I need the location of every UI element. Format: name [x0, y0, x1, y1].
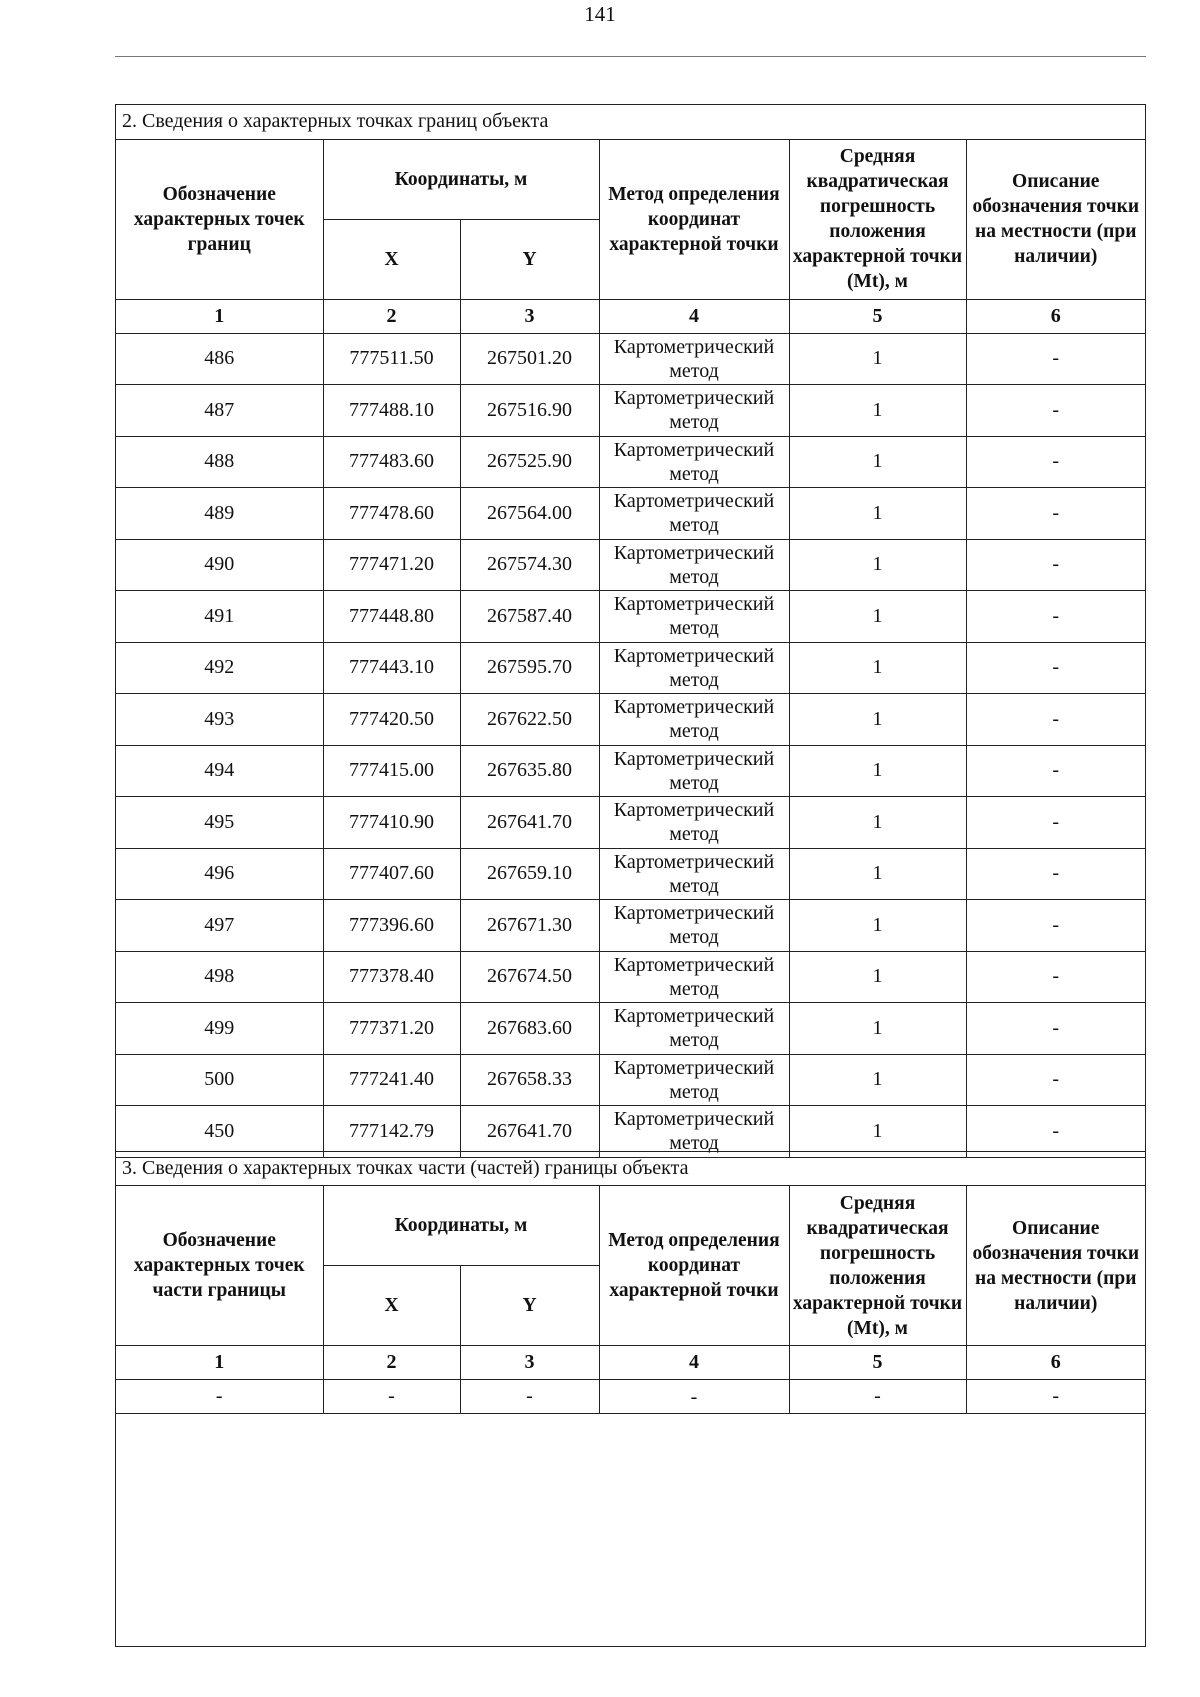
section2-header-error: Средняя квадратическая погрешность положения характерной точки (Mt), м [789, 139, 966, 299]
cell-x: 777410.90 [323, 797, 460, 849]
cell-method: Картометрический метод [599, 385, 789, 437]
cell-desc: - [966, 745, 1145, 797]
cell-error: 1 [789, 1003, 966, 1055]
cell-error: 1 [789, 385, 966, 437]
cell-method: Картометрический метод [599, 436, 789, 488]
table-row [116, 1054, 1145, 1106]
cell-x: 777471.20 [323, 539, 460, 591]
cell-desc: - [966, 797, 1145, 849]
cell-x: 777483.60 [323, 436, 460, 488]
section3-colnum-3: 3 [460, 1346, 599, 1380]
section2-header-x: X [323, 219, 460, 299]
section2-header-point: Обозначение характерных точек границ [116, 139, 323, 299]
cell-desc: - [966, 1003, 1145, 1055]
section2-colnum-4: 4 [599, 299, 789, 333]
cell-error: 1 [789, 745, 966, 797]
table-row [116, 797, 1145, 849]
cell-point: - [116, 1380, 323, 1414]
cell-x: - [323, 1380, 460, 1414]
cell-method: Картометрический метод [599, 333, 789, 385]
section3-header-description: Описание обозначения точки на местности (при наличии) [966, 1186, 1145, 1346]
cell-y: 267574.30 [460, 539, 599, 591]
cell-error: 1 [789, 488, 966, 540]
cell-method: Картометрический метод [599, 797, 789, 849]
cell-error: 1 [789, 694, 966, 746]
cell-x: 777407.60 [323, 848, 460, 900]
cell-point: 489 [116, 488, 323, 540]
cell-x: 777488.10 [323, 385, 460, 437]
cell-point: 499 [116, 1003, 323, 1055]
cell-error: 1 [789, 1054, 966, 1106]
section3-colnum-1: 1 [116, 1346, 323, 1380]
table-row [116, 436, 1145, 488]
cell-x: 777142.79 [323, 1106, 460, 1158]
cell-method: Картометрический метод [599, 900, 789, 952]
cell-x: 777415.00 [323, 745, 460, 797]
cell-method: Картометрический метод [599, 642, 789, 694]
cell-error: 1 [789, 333, 966, 385]
cell-point: 450 [116, 1106, 323, 1158]
cell-point: 500 [116, 1054, 323, 1106]
cell-point: 494 [116, 745, 323, 797]
section3-header-y: Y [460, 1266, 599, 1346]
cell-method: - [599, 1380, 789, 1414]
table-row [116, 642, 1145, 694]
cell-error: 1 [789, 436, 966, 488]
cell-y: 267525.90 [460, 436, 599, 488]
section2-header-method: Метод определения координат характерной точки [599, 139, 789, 299]
section2-colnum-3: 3 [460, 299, 599, 333]
cell-error: 1 [789, 951, 966, 1003]
cell-desc: - [966, 900, 1145, 952]
section3-header-point: Обозначение характерных точек части границы [116, 1186, 323, 1346]
cell-desc: - [966, 436, 1145, 488]
cell-y: 267595.70 [460, 642, 599, 694]
header-divider [115, 56, 1146, 57]
cell-error: 1 [789, 591, 966, 643]
section3-table [116, 1151, 1145, 1414]
cell-desc: - [966, 333, 1145, 385]
cell-method: Картометрический метод [599, 591, 789, 643]
cell-y: - [460, 1380, 599, 1414]
cell-desc: - [966, 848, 1145, 900]
section3-header-error: Средняя квадратическая погрешность положения характерной точки (Mt), м [789, 1186, 966, 1346]
cell-y: 267564.00 [460, 488, 599, 540]
cell-desc: - [966, 385, 1145, 437]
cell-point: 495 [116, 797, 323, 849]
cell-desc: - [966, 539, 1145, 591]
cell-method: Картометрический метод [599, 488, 789, 540]
table-row [116, 385, 1145, 437]
section2-header-coordinates: Координаты, м [323, 139, 599, 219]
table-row [116, 951, 1145, 1003]
cell-desc: - [966, 642, 1145, 694]
cell-y: 267683.60 [460, 1003, 599, 1055]
cell-method: Картометрический метод [599, 745, 789, 797]
table-row [116, 1380, 1145, 1414]
cell-method: Картометрический метод [599, 1003, 789, 1055]
cell-error: 1 [789, 642, 966, 694]
cell-x: 777478.60 [323, 488, 460, 540]
cell-point: 496 [116, 848, 323, 900]
cell-desc: - [966, 694, 1145, 746]
cell-desc: - [966, 591, 1145, 643]
cell-point: 498 [116, 951, 323, 1003]
table-row [116, 591, 1145, 643]
cell-x: 777420.50 [323, 694, 460, 746]
section3-header-method: Метод определения координат характерной точки [599, 1186, 789, 1346]
document-frame [115, 104, 1146, 1647]
cell-y: 267635.80 [460, 745, 599, 797]
cell-y: 267641.70 [460, 797, 599, 849]
cell-point: 497 [116, 900, 323, 952]
section3-colnum-6: 6 [966, 1346, 1145, 1380]
cell-point: 487 [116, 385, 323, 437]
table-row [116, 900, 1145, 952]
page-number: 141 [584, 2, 616, 26]
cell-y: 267671.30 [460, 900, 599, 952]
cell-error: - [789, 1380, 966, 1414]
section2-header-description: Описание обозначения точки на местности (при наличии) [966, 139, 1145, 299]
cell-x: 777378.40 [323, 951, 460, 1003]
cell-method: Картометрический метод [599, 1054, 789, 1106]
cell-y: 267501.20 [460, 333, 599, 385]
section3-colnum-4: 4 [599, 1346, 789, 1380]
section3-header-x: X [323, 1266, 460, 1346]
cell-error: 1 [789, 797, 966, 849]
section3-title: 3. Сведения о характерных точках части (частей) границы объекта [116, 1152, 1145, 1186]
cell-method: Картометрический метод [599, 694, 789, 746]
cell-error: 1 [789, 1106, 966, 1158]
cell-point: 492 [116, 642, 323, 694]
cell-point: 490 [116, 539, 323, 591]
cell-x: 777241.40 [323, 1054, 460, 1106]
table-row [116, 488, 1145, 540]
section2-header-y: Y [460, 219, 599, 299]
cell-desc: - [966, 1054, 1145, 1106]
cell-y: 267516.90 [460, 385, 599, 437]
table-row [116, 694, 1145, 746]
cell-method: Картометрический метод [599, 951, 789, 1003]
cell-x: 777448.80 [323, 591, 460, 643]
cell-point: 491 [116, 591, 323, 643]
cell-y: 267622.50 [460, 694, 599, 746]
cell-y: 267658.33 [460, 1054, 599, 1106]
table-row [116, 745, 1145, 797]
section2-colnum-5: 5 [789, 299, 966, 333]
cell-method: Картометрический метод [599, 1106, 789, 1158]
cell-x: 777511.50 [323, 333, 460, 385]
table-row [116, 1106, 1145, 1158]
cell-point: 488 [116, 436, 323, 488]
cell-y: 267641.70 [460, 1106, 599, 1158]
section3-colnum-2: 2 [323, 1346, 460, 1380]
section2-colnum-2: 2 [323, 299, 460, 333]
cell-desc: - [966, 1380, 1145, 1414]
cell-point: 486 [116, 333, 323, 385]
cell-x: 777371.20 [323, 1003, 460, 1055]
table-row [116, 539, 1145, 591]
cell-desc: - [966, 1106, 1145, 1158]
cell-error: 1 [789, 848, 966, 900]
cell-point: 493 [116, 694, 323, 746]
section3-colnum-5: 5 [789, 1346, 966, 1380]
cell-method: Картометрический метод [599, 848, 789, 900]
cell-y: 267659.10 [460, 848, 599, 900]
cell-error: 1 [789, 900, 966, 952]
section2-colnum-6: 6 [966, 299, 1145, 333]
section3-header-coordinates: Координаты, м [323, 1186, 599, 1266]
cell-x: 777443.10 [323, 642, 460, 694]
cell-desc: - [966, 488, 1145, 540]
section2-table [116, 105, 1145, 1158]
cell-x: 777396.60 [323, 900, 460, 952]
table-row [116, 848, 1145, 900]
cell-error: 1 [789, 539, 966, 591]
cell-y: 267587.40 [460, 591, 599, 643]
cell-desc: - [966, 951, 1145, 1003]
section2-colnum-1: 1 [116, 299, 323, 333]
cell-method: Картометрический метод [599, 539, 789, 591]
table-row [116, 1003, 1145, 1055]
section2-title: 2. Сведения о характерных точках границ объекта [116, 105, 1145, 139]
cell-y: 267674.50 [460, 951, 599, 1003]
table-row [116, 333, 1145, 385]
